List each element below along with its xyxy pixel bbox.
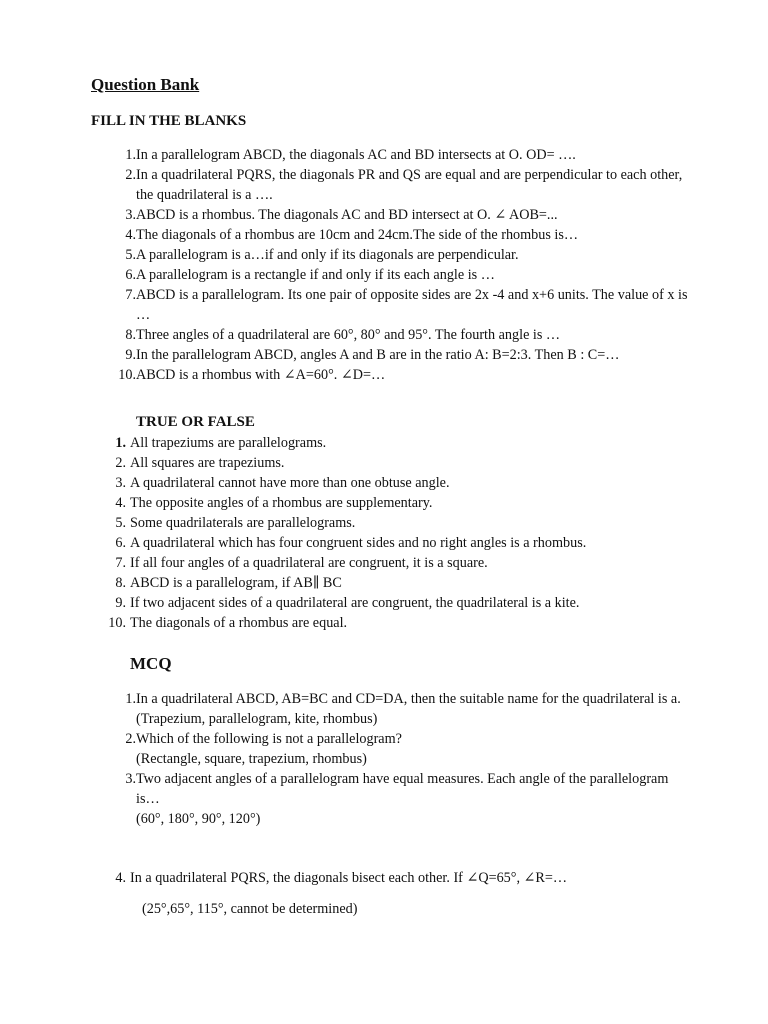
list-item	[104, 553, 694, 573]
list-item	[110, 245, 690, 265]
item-number: 1.	[115, 435, 126, 451]
item-text: A parallelogram is a…if and only if its diagonals are perpendicular.	[136, 247, 519, 263]
item-text: A quadrilateral cannot have more than one obtuse angle.	[130, 475, 450, 491]
item-number: 3.	[125, 207, 136, 223]
list-item	[110, 285, 690, 325]
list-item	[104, 433, 694, 453]
item-text: A quadrilateral which has four congruent sides and no right angles is a rhombus.	[130, 535, 587, 551]
item-options: (25°,65°, 115°, cannot be determined)	[142, 901, 358, 917]
fill-in-blanks-list	[110, 145, 690, 385]
item-text: In the parallelogram ABCD, angles A and B are in the ratio A: B=2:3. Then B : C=…	[136, 347, 620, 363]
item-options: (Trapezium, parallelogram, kite, rhombus)	[136, 711, 378, 727]
item-options: (Rectangle, square, trapezium, rhombus)	[136, 751, 367, 767]
item-text: In a quadrilateral PQRS, the diagonals bisect each other. If ∠Q=65°, ∠R=…	[130, 870, 568, 886]
mcq-heading: MCQ	[130, 654, 172, 673]
item-number: 1.	[125, 691, 136, 707]
list-item	[110, 729, 690, 769]
list-item	[110, 225, 690, 245]
list-item	[110, 145, 690, 165]
item-number: 3.	[125, 771, 136, 787]
mcq-list	[110, 689, 690, 829]
item-options: (60°, 180°, 90°, 120°)	[136, 811, 261, 827]
item-number: 2.	[125, 167, 136, 183]
item-text: Some quadrilaterals are parallelograms.	[130, 515, 356, 531]
list-item	[104, 493, 694, 513]
mcq-item-4	[104, 868, 694, 888]
item-number: 5.	[115, 515, 126, 531]
item-text: Three angles of a quadrilateral are 60°, 80° and 95°. The fourth angle is …	[136, 327, 561, 343]
item-text: Two adjacent angles of a parallelogram have equal measures. Each angle of the parallelogram is…	[136, 771, 669, 807]
item-number: 1.	[125, 147, 136, 163]
item-text: In a parallelogram ABCD, the diagonals AC and BD intersects at O. OD= ….	[136, 147, 576, 163]
item-text: ABCD is a rhombus with ∠A=60°. ∠D=…	[136, 367, 386, 383]
list-item	[104, 473, 694, 493]
list-item	[110, 265, 690, 285]
item-text: ABCD is a parallelogram. Its one pair of opposite sides are 2x -4 and x+6 units. The value of x is …	[136, 287, 688, 323]
item-text: All trapeziums are parallelograms.	[130, 435, 327, 451]
item-number: 9.	[125, 347, 136, 363]
item-number: 7.	[115, 555, 126, 571]
list-item	[110, 689, 690, 729]
item-text: The opposite angles of a rhombus are supplementary.	[130, 495, 433, 511]
fill-in-blanks-heading: FILL IN THE BLANKS	[91, 113, 247, 129]
item-number: 10.	[108, 615, 126, 631]
item-text: All squares are trapeziums.	[130, 455, 285, 471]
list-item	[104, 593, 694, 613]
item-text: In a quadrilateral ABCD, AB=BC and CD=DA, then the suitable name for the quadrilateral is a.	[136, 691, 681, 707]
item-number: 3.	[115, 475, 126, 491]
list-item	[110, 325, 690, 345]
true-or-false-list	[104, 433, 694, 633]
item-text: The diagonals of a rhombus are equal.	[130, 615, 348, 631]
list-item	[110, 769, 690, 829]
list-item	[110, 205, 690, 225]
item-number: 6.	[125, 267, 136, 283]
list-item	[104, 533, 694, 553]
item-number: 10.	[118, 367, 136, 383]
list-item	[110, 345, 690, 365]
item-text: If two adjacent sides of a quadrilateral are congruent, the quadrilateral is a kite.	[130, 595, 580, 611]
list-item	[104, 868, 694, 888]
item-number: 2.	[115, 455, 126, 471]
item-number: 8.	[115, 575, 126, 591]
list-item	[104, 513, 694, 533]
item-number: 4.	[115, 495, 126, 511]
item-number: 6.	[115, 535, 126, 551]
list-item	[110, 365, 690, 385]
item-number: 8.	[125, 327, 136, 343]
true-or-false-heading: TRUE OR FALSE	[136, 414, 255, 430]
item-number: 7.	[125, 287, 136, 303]
list-item	[104, 573, 694, 593]
list-item	[104, 453, 694, 473]
item-text: If all four angles of a quadrilateral are congruent, it is a square.	[130, 555, 488, 571]
item-number: 4.	[125, 227, 136, 243]
page-title: Question Bank	[91, 75, 200, 94]
item-number: 9.	[115, 595, 126, 611]
list-item	[104, 613, 694, 633]
item-text: In a quadrilateral PQRS, the diagonals PR and QS are equal and are perpendicular to each other, the quadrilateral is a ….	[136, 167, 683, 203]
item-number: 2.	[125, 731, 136, 747]
item-text: ABCD is a rhombus. The diagonals AC and BD intersect at O. ∠ AOB=...	[136, 207, 558, 223]
item-text: ABCD is a parallelogram, if AB∥ BC	[130, 575, 342, 591]
list-item	[110, 165, 690, 205]
item-number: 4.	[115, 870, 126, 886]
item-text: Which of the following is not a parallelogram?	[136, 731, 402, 747]
item-text: The diagonals of a rhombus are 10cm and 24cm.The side of the rhombus is…	[136, 227, 579, 243]
item-number: 5.	[125, 247, 136, 263]
item-text: A parallelogram is a rectangle if and only if its each angle is …	[136, 267, 495, 283]
